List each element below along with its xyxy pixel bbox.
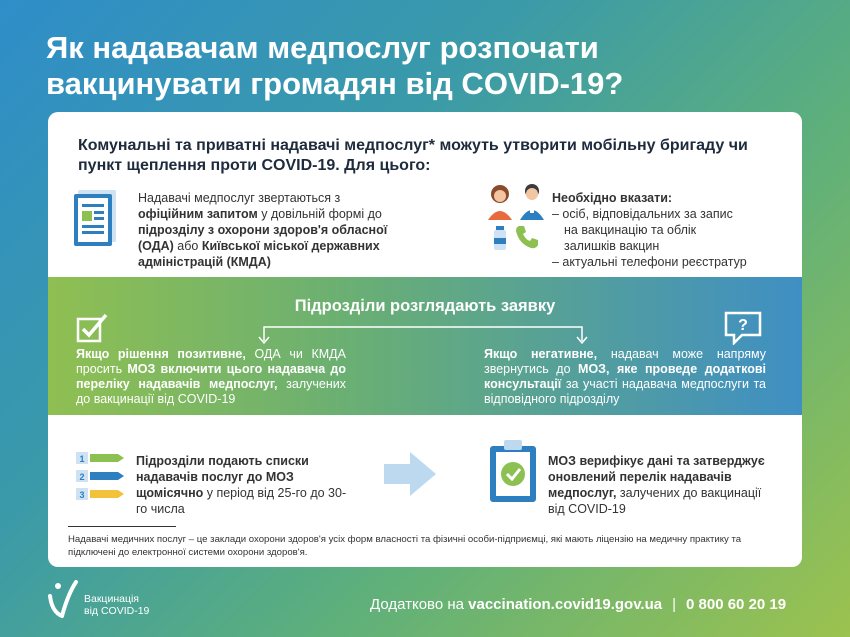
request-text xyxy=(138,190,408,270)
list-number: 3 xyxy=(79,490,85,500)
request-text-part: Надавачі медпослуг звертаються з xyxy=(138,191,341,205)
document-icon xyxy=(72,188,120,246)
arrow-right-icon xyxy=(384,452,436,496)
moz-verify-part: залучених до вакцинації від COVID-19 xyxy=(548,486,762,516)
positive-bold: МОЗ включити цього надавача до переліку надавачів медпослуг, xyxy=(76,362,346,391)
moz-verify-bold: МОЗ верифікує дані та затверджує оновлений перелік надавачів медпослуг, xyxy=(548,454,765,500)
people-icon xyxy=(486,182,550,222)
logo-line-1: Вакцинація xyxy=(84,593,139,605)
info-card xyxy=(48,112,802,567)
review-band-title: Підрозділи розглядають заявку xyxy=(294,297,556,315)
positive-part: залучених до вакцинації від COVID-19 xyxy=(76,377,346,406)
monthly-lists-bold: Підрозділи подають списки надавачів послуг до МОЗ щомісячно xyxy=(136,454,309,500)
review-band xyxy=(48,277,802,415)
logo-text xyxy=(84,593,149,617)
contact-separator: | xyxy=(672,596,677,613)
list-number: 2 xyxy=(79,472,85,482)
title-line-2: вакцинувати громадян від COVID-19? xyxy=(46,66,624,101)
request-text-bold: Київської міської державних адміністрацій (КМДА) xyxy=(138,239,380,269)
required-info xyxy=(552,190,792,270)
negative-part: надавач може напряму звернутись до xyxy=(484,347,767,376)
vaccine-vial-icon xyxy=(492,226,508,250)
list-number: 1 xyxy=(79,454,85,464)
required-info-item: залишків вакцин xyxy=(564,239,660,253)
logo-line-2: від COVID-19 xyxy=(84,605,150,617)
lead-text: Комунальні та приватні надавачі медпослуг* можуть утворити мобільну бригаду чи пункт щеплення проти COVID-19. Для цього: xyxy=(78,137,748,174)
negative-bold: Якщо негативне, xyxy=(484,347,598,361)
branch-arrows xyxy=(258,321,588,345)
footnote-divider xyxy=(68,526,176,527)
monthly-lists-part: у період від 25-го до 30-го числа xyxy=(136,486,347,516)
negative-part: за участі надавача медпослуги та відповідного підрозділу xyxy=(484,377,766,406)
vaccination-logo-icon xyxy=(46,580,80,618)
title-line-1: Як надавачам медпослуг розпочати xyxy=(46,30,599,65)
footer-contact xyxy=(370,596,786,613)
required-info-heading: Необхідно вказати: xyxy=(552,191,673,205)
request-text-bold: підрозділу з охорони здоров'я обласної (ОДА) xyxy=(138,223,388,253)
monthly-lists-text xyxy=(136,453,348,517)
clipboard-check-icon xyxy=(488,438,538,504)
positive-bold: Якщо рішення позитивне, xyxy=(76,347,246,361)
moz-verify-text xyxy=(548,453,768,517)
contact-prefix: Додатково на xyxy=(370,596,469,613)
request-text-part: або xyxy=(173,239,202,253)
phone-icon xyxy=(514,224,540,250)
question-bubble-icon xyxy=(724,311,762,345)
required-info-item: на вакцинацію та облік xyxy=(564,223,697,237)
negative-bold: МОЗ, яке проведе додаткові консультації xyxy=(484,362,766,391)
page-title xyxy=(46,30,786,102)
positive-part: ОДА чи КМДА просить xyxy=(76,347,346,376)
hotline-phone[interactable]: 0 800 60 20 19 xyxy=(686,596,787,613)
footnote: Надавачі медичних послуг – це заклади охорони здоров'я усіх форм власності та фізичні особи-підприємці, які мають ліцензію на медичну практику та підключені до електронної системи охорони здоров'я. xyxy=(68,534,742,558)
question-mark: ? xyxy=(738,317,748,334)
request-text-bold: офіційним запитом xyxy=(138,207,258,221)
required-info-item: – осіб, відповідальних за запис xyxy=(552,207,733,221)
positive-outcome-text xyxy=(76,347,346,407)
numbered-list-icon xyxy=(76,450,126,502)
request-text-part: у довільній формі до xyxy=(257,207,382,221)
required-info-item: – актуальні телефони реєстратур xyxy=(552,255,747,269)
checkbox-checked-icon xyxy=(76,313,108,343)
negative-outcome-text xyxy=(484,347,766,407)
website-link[interactable]: vaccination.covid19.gov.ua xyxy=(468,596,663,613)
